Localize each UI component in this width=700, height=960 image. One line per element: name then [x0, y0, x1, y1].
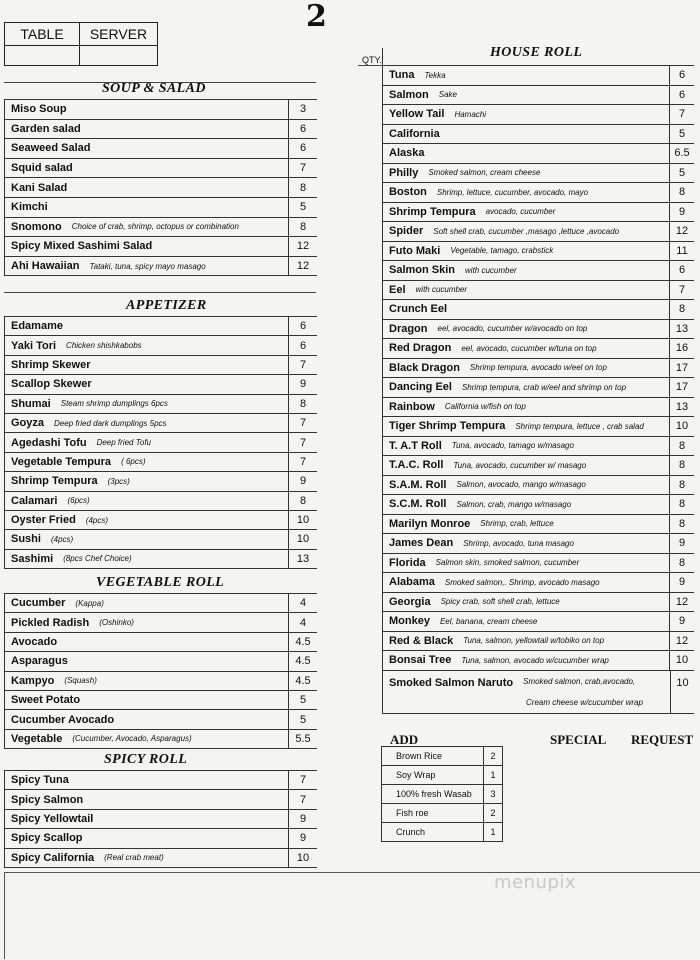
item-description: Tuna, avocado, tamago w/masago	[451, 441, 574, 451]
menu-row	[383, 261, 694, 281]
item-name: Futo Maki	[389, 244, 441, 257]
menu-row	[383, 612, 694, 632]
menu-row	[383, 125, 694, 145]
item-price: 8	[669, 554, 694, 573]
item-name: Dragon	[389, 322, 428, 335]
menu-row	[383, 417, 694, 437]
item-name: Salmon	[389, 88, 429, 101]
menu-row	[5, 829, 317, 848]
item-description: (Real crab meat)	[104, 853, 164, 863]
item-name: Rainbow	[389, 400, 435, 413]
item-description: (Squash)	[64, 676, 97, 686]
item-description: eel, avocado, cucumber w/tuna on top	[461, 343, 597, 353]
menu-row	[5, 472, 317, 491]
item-name: Sweet Potato	[11, 694, 81, 707]
menu-row	[5, 237, 317, 257]
add-item-price: 2	[483, 804, 502, 822]
menu-row	[383, 105, 694, 125]
item-name: Salmon Skin	[389, 264, 456, 277]
add-row	[382, 804, 502, 823]
add-item-name: Crunch	[396, 827, 426, 837]
menu-row	[5, 198, 317, 218]
item-description: Smoked salmon, crab,avocado,	[523, 676, 636, 686]
item-name: Smoked Salmon Naruto	[389, 676, 514, 689]
item-description: Tuna, salmon, avocado w/cucumber wrap	[461, 655, 609, 665]
item-price: 5	[669, 125, 694, 144]
item-name: Kampyo	[11, 674, 55, 687]
item-price: 6	[288, 120, 317, 139]
item-name: Philly	[389, 166, 419, 179]
menu-row	[5, 178, 317, 198]
item-price: 7	[669, 281, 694, 300]
item-name: Calamari	[11, 494, 58, 507]
item-price: 7	[288, 356, 317, 374]
item-price: 6	[288, 336, 317, 354]
item-name: Shrimp Tempura	[389, 205, 476, 218]
menu-row	[5, 453, 317, 472]
item-price: 9	[669, 203, 694, 222]
add-item-name: Brown Rice	[396, 751, 443, 761]
item-price: 4	[288, 594, 317, 612]
item-price: 6	[669, 261, 694, 280]
item-name: Vegetable	[11, 732, 63, 745]
item-price: 8	[669, 495, 694, 514]
item-name: S.C.M. Roll	[389, 498, 447, 511]
appetizer-title-rule	[4, 292, 316, 293]
item-name: Edamame	[11, 320, 63, 333]
menu-row	[5, 317, 317, 336]
menu-row	[383, 242, 694, 262]
menu-row	[5, 691, 317, 710]
item-description: Sake	[438, 90, 457, 100]
item-name: Spicy Salmon	[11, 793, 84, 806]
menu-row	[5, 810, 317, 829]
item-price: 10	[670, 671, 694, 713]
item-price: 9	[669, 534, 694, 553]
add-item-name: 100% fresh Wasab	[396, 789, 472, 799]
menu-row	[5, 492, 317, 511]
add-row	[382, 785, 502, 804]
item-price: 13	[288, 550, 317, 568]
menu-row	[383, 281, 694, 301]
item-price: 8	[669, 300, 694, 319]
item-price: 8	[288, 395, 317, 413]
add-item-price: 3	[483, 785, 502, 803]
menu-row	[5, 159, 317, 179]
menu-row	[5, 710, 317, 729]
menu-row	[5, 849, 317, 868]
menu-row	[5, 530, 317, 549]
item-price: 9	[288, 829, 317, 847]
add-item-name: Soy Wrap	[396, 770, 436, 780]
item-description: Tuna, avocado, cucumber w/ masago	[453, 460, 587, 470]
item-price: 9	[669, 573, 694, 592]
item-description: Shrimp, avocado, tuna masago	[463, 538, 574, 548]
item-price: 5	[288, 198, 317, 217]
item-description: with cucumber	[465, 265, 517, 275]
item-name: Spicy California	[11, 851, 95, 864]
item-price: 5.5	[288, 730, 317, 748]
menu-row	[383, 66, 694, 86]
item-price: 7	[669, 105, 694, 124]
item-price: 5	[288, 710, 317, 728]
item-name: Bonsai Tree	[389, 654, 452, 667]
item-description: eel, avocado, cucumber w/avocado on top	[437, 324, 588, 334]
spicy-roll-table	[4, 770, 317, 868]
item-name: Black Dragon	[389, 361, 460, 374]
menu-row	[5, 395, 317, 414]
item-name: Kimchi	[11, 201, 48, 214]
menu-row	[383, 164, 694, 184]
item-price: 10	[288, 530, 317, 548]
item-price: 6	[669, 66, 694, 85]
menu-row	[383, 300, 694, 320]
house-roll-table	[382, 65, 694, 714]
item-price: 10	[669, 651, 694, 670]
item-price: 6	[288, 317, 317, 335]
item-price: 8	[669, 476, 694, 495]
menu-row	[383, 203, 694, 223]
item-name: Red & Black	[389, 634, 454, 647]
item-name: Tuna	[389, 69, 415, 82]
table-server-box	[4, 22, 158, 66]
item-price: 7	[288, 433, 317, 451]
item-name: Kani Salad	[11, 181, 68, 194]
item-price: 13	[669, 320, 694, 339]
menu-row	[5, 414, 317, 433]
add-title: ADD	[390, 732, 419, 747]
table-label: TABLE	[5, 23, 80, 46]
menu-row	[383, 398, 694, 418]
menu-row	[5, 730, 317, 749]
add-item-price: 1	[483, 823, 502, 841]
item-price: 7	[288, 453, 317, 471]
add-row	[382, 747, 502, 766]
menu-row	[383, 632, 694, 652]
item-name: Dancing Eel	[389, 381, 452, 394]
menu-row	[383, 320, 694, 340]
item-name: Florida	[389, 556, 426, 569]
item-description: Shrimp, crab, lettuce	[480, 519, 554, 529]
menu-row	[383, 456, 694, 476]
item-description: avocado, cucumber	[485, 207, 556, 217]
item-price: 7	[288, 790, 317, 808]
item-name: T. A.T Roll	[389, 439, 442, 452]
menu-row	[383, 495, 694, 515]
item-description: Spicy crab, soft shell crab, lettuce	[440, 597, 560, 607]
item-name: T.A.C. Roll	[389, 459, 444, 472]
item-name: Ahi Hawaiian	[11, 260, 80, 273]
item-price: 4.5	[288, 652, 317, 670]
item-price: 7	[288, 159, 317, 178]
item-description: Choice of crab, shrimp, octopus or combination	[71, 222, 239, 232]
menu-row	[5, 652, 317, 671]
item-name: Cucumber	[11, 597, 66, 610]
item-name: Avocado	[11, 635, 58, 648]
spicy-roll-title: SPICY ROLL	[104, 752, 188, 767]
item-price: 8	[288, 178, 317, 197]
item-price: 12	[669, 593, 694, 612]
item-name: Georgia	[389, 595, 431, 608]
item-price: 8	[669, 183, 694, 202]
item-name: Shrimp Tempura	[11, 475, 98, 488]
item-price: 7	[288, 414, 317, 432]
menu-row	[383, 86, 694, 106]
item-name: Marilyn Monroe	[389, 517, 471, 530]
menu-row	[383, 554, 694, 574]
item-description: Salmon, avocado, mango w/masago	[456, 480, 586, 490]
item-price: 6.5	[669, 144, 694, 163]
item-price: 12	[669, 222, 694, 241]
item-description: Tataki, tuna, spicy mayo masago	[89, 261, 206, 271]
menu-row	[5, 433, 317, 452]
item-price: 6	[288, 139, 317, 158]
menu-row	[383, 359, 694, 379]
menu-row	[5, 633, 317, 652]
menu-row	[5, 550, 317, 569]
menu-row	[5, 613, 317, 632]
item-price: 12	[288, 237, 317, 256]
menu-row	[383, 573, 694, 593]
item-price: 3	[288, 100, 317, 119]
notes-box	[4, 872, 700, 959]
item-price: 9	[288, 375, 317, 393]
qty-column	[358, 48, 383, 690]
item-name: Eel	[389, 283, 406, 296]
item-name: California	[389, 127, 440, 140]
item-name: Pickled Radish	[11, 616, 90, 629]
request-label: REQUEST	[631, 732, 694, 747]
add-item-price: 2	[483, 747, 502, 765]
item-price: 7	[288, 771, 317, 789]
item-name: Spicy Tuna	[11, 774, 69, 787]
menu-row	[5, 375, 317, 394]
add-item-name: Fish roe	[396, 808, 429, 818]
item-price: 5	[669, 164, 694, 183]
item-description: ( 6pcs)	[121, 457, 146, 467]
item-description: Steam shrimp dumplings 6pcs	[60, 399, 168, 409]
item-name: Goyza	[11, 417, 45, 430]
item-name: Red Dragon	[389, 342, 452, 355]
item-price: 5	[288, 691, 317, 709]
item-description: Shrimp tempura, avocado w/eel on top	[469, 363, 607, 373]
item-name: Snomono	[11, 220, 62, 233]
appetizer-title: APPETIZER	[126, 298, 207, 313]
item-price: 8	[669, 456, 694, 475]
vegetable-roll-table	[4, 593, 317, 749]
menu-row	[383, 437, 694, 457]
item-description: Eel, banana, cream cheese	[439, 616, 538, 626]
menu-row	[383, 144, 694, 164]
item-name: Seaweed Salad	[11, 142, 91, 155]
menu-row	[5, 511, 317, 530]
menu-row	[383, 476, 694, 496]
item-price: 10	[288, 849, 317, 867]
add-item-price: 1	[483, 766, 502, 784]
item-price: 10	[669, 417, 694, 436]
item-price: 12	[669, 632, 694, 651]
menu-row	[5, 672, 317, 691]
menu-row	[383, 593, 694, 613]
add-row	[382, 823, 502, 841]
add-table	[381, 746, 503, 842]
menu-row	[5, 120, 317, 140]
item-name: Vegetable Tempura	[11, 455, 112, 468]
watermark: menupix	[494, 872, 577, 893]
menu-row	[5, 139, 317, 159]
item-price: 8	[288, 492, 317, 510]
item-name: Miso Soup	[11, 103, 67, 116]
item-name: Sushi	[11, 533, 41, 546]
item-name: Spider	[389, 225, 424, 238]
menu-row	[5, 257, 317, 277]
item-price: 4.5	[288, 633, 317, 651]
item-description: Tuna, salmon, yellowtail w/tobiko on top	[463, 636, 605, 646]
item-name: Oyster Fried	[11, 514, 76, 527]
add-row	[382, 766, 502, 785]
item-description: (4pcs)	[85, 515, 109, 525]
item-name: Agedashi Tofu	[11, 436, 87, 449]
item-description: Shrimp, lettuce, cucumber, avocado, mayo	[436, 187, 589, 197]
item-name: Spicy Mixed Sashimi Salad	[11, 240, 153, 253]
item-price: 16	[669, 339, 694, 358]
item-name: Boston	[389, 186, 427, 199]
item-name: Monkey	[389, 615, 430, 628]
item-name: Asparagus	[11, 655, 68, 668]
menu-row	[5, 356, 317, 375]
item-name: Alaska	[389, 147, 425, 160]
menu-row	[5, 336, 317, 355]
menu-row	[383, 515, 694, 535]
item-description-line2: Cream cheese w/cucumber wrap	[526, 697, 643, 707]
item-description: Chicken shishkabobs	[66, 341, 142, 351]
item-description: Hamachi	[454, 109, 487, 119]
item-name: Alabama	[389, 576, 435, 589]
item-description: Tekka	[424, 70, 446, 80]
menu-row	[5, 594, 317, 613]
item-price: 11	[669, 242, 694, 261]
item-description: Salmon skin, smoked salmon, cucumber	[435, 558, 580, 568]
item-description: (8pcs Chef Choice)	[63, 554, 132, 564]
item-description: Deep fried Tofu	[96, 438, 151, 448]
item-price: 9	[288, 472, 317, 490]
soup-salad-title: SOUP & SALAD	[102, 81, 206, 96]
menu-row	[5, 771, 317, 790]
item-name: Tiger Shrimp Tempura	[389, 420, 506, 433]
item-description: Shrimp tempura, lettuce , crab salad	[515, 421, 644, 431]
soup-salad-table	[4, 99, 317, 276]
menu-row	[383, 534, 694, 554]
page-number: 2	[306, 0, 327, 34]
item-description: Shrimp tempura, crab w/eel and shrimp on top	[461, 382, 627, 392]
menu-row	[5, 218, 317, 238]
item-description: (Kappa)	[75, 598, 104, 608]
item-name: Cucumber Avocado	[11, 713, 115, 726]
server-label: SERVER	[80, 23, 157, 46]
item-price: 4.5	[288, 672, 317, 690]
menu-row	[383, 671, 694, 714]
item-price: 13	[669, 398, 694, 417]
item-description: Soft shell crab, cucumber ,masago ,lettuce ,avocado	[433, 226, 620, 236]
item-price: 17	[669, 359, 694, 378]
item-description: Smoked salmon, cream cheese	[428, 168, 541, 178]
item-name: Crunch Eel	[389, 303, 448, 316]
item-description: (3pcs)	[107, 476, 130, 486]
item-price: 9	[288, 810, 317, 828]
item-price: 17	[669, 378, 694, 397]
item-name: Yaki Tori	[11, 339, 57, 352]
item-name: Scallop Skewer	[11, 378, 92, 391]
item-price: 4	[288, 613, 317, 631]
item-description: Vegetable, tamago, crabstick	[450, 246, 554, 256]
item-name: Spicy Scallop	[11, 832, 83, 845]
item-price: 10	[288, 511, 317, 529]
item-description: Smoked salmon,. Shrimp, avocado masago	[444, 577, 600, 587]
qty-label: QTY.	[362, 55, 382, 65]
item-name: Sashimi	[11, 552, 54, 565]
menu-row	[383, 183, 694, 203]
item-name: Spicy Yellowtail	[11, 812, 94, 825]
item-description: (Cucumber, Avocado, Asparagus)	[72, 734, 192, 744]
item-description: California w/fish on top	[444, 402, 526, 412]
special-label: SPECIAL	[550, 732, 607, 747]
menu-row	[383, 222, 694, 242]
item-name: James Dean	[389, 537, 454, 550]
menu-row	[5, 790, 317, 809]
house-roll-title: HOUSE ROLL	[490, 45, 583, 60]
menu-row	[5, 100, 317, 120]
item-description: (6pcs)	[67, 496, 90, 506]
item-price: 8	[669, 515, 694, 534]
item-name: S.A.M. Roll	[389, 478, 447, 491]
menu-row	[383, 651, 694, 671]
item-price: 8	[669, 437, 694, 456]
item-name: Shumai	[11, 397, 51, 410]
item-price: 6	[669, 86, 694, 105]
menu-row	[383, 378, 694, 398]
item-price: 12	[288, 257, 317, 276]
item-name: Shrimp Skewer	[11, 358, 91, 371]
item-price: 9	[669, 612, 694, 631]
item-price: 8	[288, 218, 317, 237]
item-description: Deep fried dark dumplings 5pcs	[54, 418, 167, 428]
item-description: (4pcs)	[50, 534, 74, 544]
item-description: Salmon, crab, mango w/masago	[456, 499, 572, 509]
item-name: Garden salad	[11, 122, 81, 135]
item-description: with cucumber	[415, 285, 468, 295]
appetizer-table	[4, 316, 317, 569]
item-description: (Oshinko)	[99, 618, 134, 628]
item-name: Squid salad	[11, 162, 73, 175]
item-name: Yellow Tail	[389, 108, 445, 121]
vegetable-roll-title: VEGETABLE ROLL	[96, 575, 225, 590]
menu-row	[383, 339, 694, 359]
